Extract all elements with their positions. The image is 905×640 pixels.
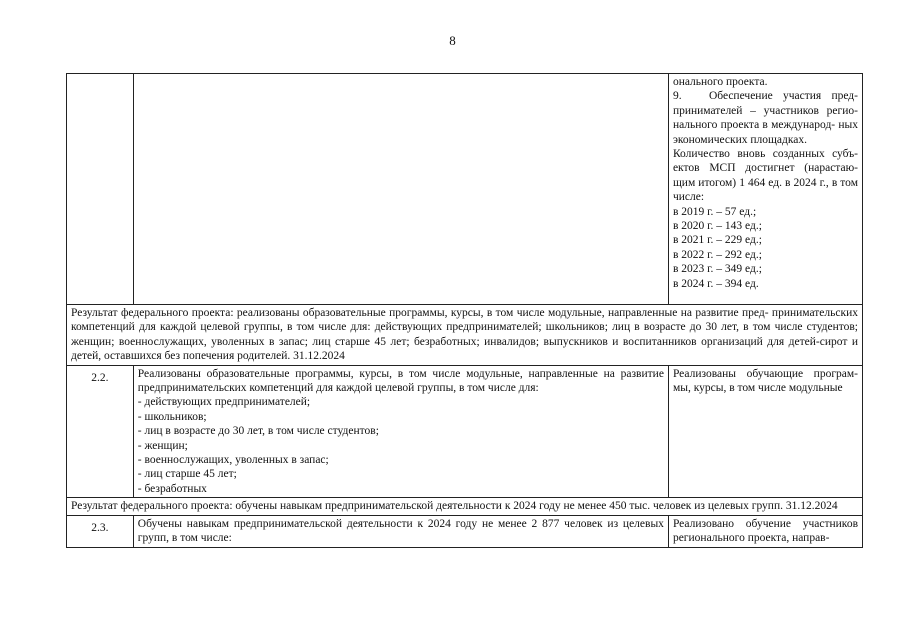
cell-num-empty (67, 74, 134, 305)
year-2023: в 2023 г. – 349 ед.; (672, 263, 762, 276)
federal-result-1: Результат федерального проекта: реализованы образовательные программы, курсы, в том числе модульные, направленные на развитие пред- принимательских компетенций для каждой целевой группы, в том числе для: действующих предпринимателей; школьников; лиц в возрасте до 30 лет, в том числе студентов; женщин; военнослужащих, уволенных в запас; лиц старше 45 лет; безработных; инвалидов; выпускников и воспитанников организаций для детей-сирот и детей, оставшихся без попечения родителей. 31.12.2024 (67, 305, 863, 366)
target-group-item: - женщин; (137, 439, 188, 452)
federal-result-row-1 (67, 305, 863, 366)
table-row-continuation (67, 74, 863, 305)
result-cell: Реализованы обучающие програм- мы, курсы, в том числе модульные (668, 365, 862, 498)
federal-result-row-2 (67, 498, 863, 515)
item-9-number: 9. (672, 90, 682, 103)
federal-result-2: Результат федерального проекта: обучены навыкам предпринимательской деятельности к 2024 году не менее 450 тыс. человек из целевых групп. 31.12.2024 (67, 498, 863, 515)
table-row-2-3 (67, 515, 863, 547)
item-9-text: Обеспечение участия пред- принимателей – участников регио- нального проекта в международ- ных экономических площадках. (672, 90, 858, 146)
target-group-item: - лиц старше 45 лет; (137, 468, 237, 481)
year-2021: в 2021 г. – 229 ед.; (672, 234, 762, 247)
project-table (66, 73, 863, 548)
activity-cell (133, 365, 668, 498)
table-row-2-2 (67, 365, 863, 498)
row-number: 2.3. (67, 515, 134, 547)
continuation-line: онального проекта. (672, 76, 768, 88)
year-2020: в 2020 г. – 143 ед.; (672, 220, 762, 233)
activity-cell: Обучены навыкам предпринимательской деятельности к 2024 году не менее 2 877 человек из целевых групп, в том числе: (133, 515, 668, 547)
result-cell: Реализовано обучение участников регионального проекта, направ- (668, 515, 862, 547)
year-2019: в 2019 г. – 57 ед.; (672, 205, 757, 218)
row-number: 2.2. (67, 365, 134, 498)
cell-activity-empty (133, 74, 668, 305)
year-2024: в 2024 г. – 394 ед. (672, 277, 759, 290)
target-group-item: - лиц в возрасте до 30 лет, в том числе студентов; (137, 425, 379, 438)
activity-intro: Реализованы образовательные программы, курсы, в том числе модульные, направленные на развитие предпринимательских компетенций для каждой целевой группы, в том числе для: (137, 367, 664, 395)
msp-count-text: Количество вновь созданных субъ- ектов МСП достигнет (нарастаю- щим итогом) 1 464 ед. в 2024 г., в том числе: (672, 148, 858, 204)
target-group-item: - школьников; (137, 410, 207, 423)
cell-result-continuation (668, 74, 862, 305)
target-group-item: - военнослужащих, уволенных в запас; (137, 454, 329, 467)
target-group-item: - действующих предпринимателей; (137, 396, 311, 409)
year-2022: в 2022 г. – 292 ед.; (672, 248, 762, 261)
page-number: 8 (449, 33, 456, 48)
target-group-item: - безработных (137, 482, 207, 495)
item-9 (673, 89, 858, 147)
